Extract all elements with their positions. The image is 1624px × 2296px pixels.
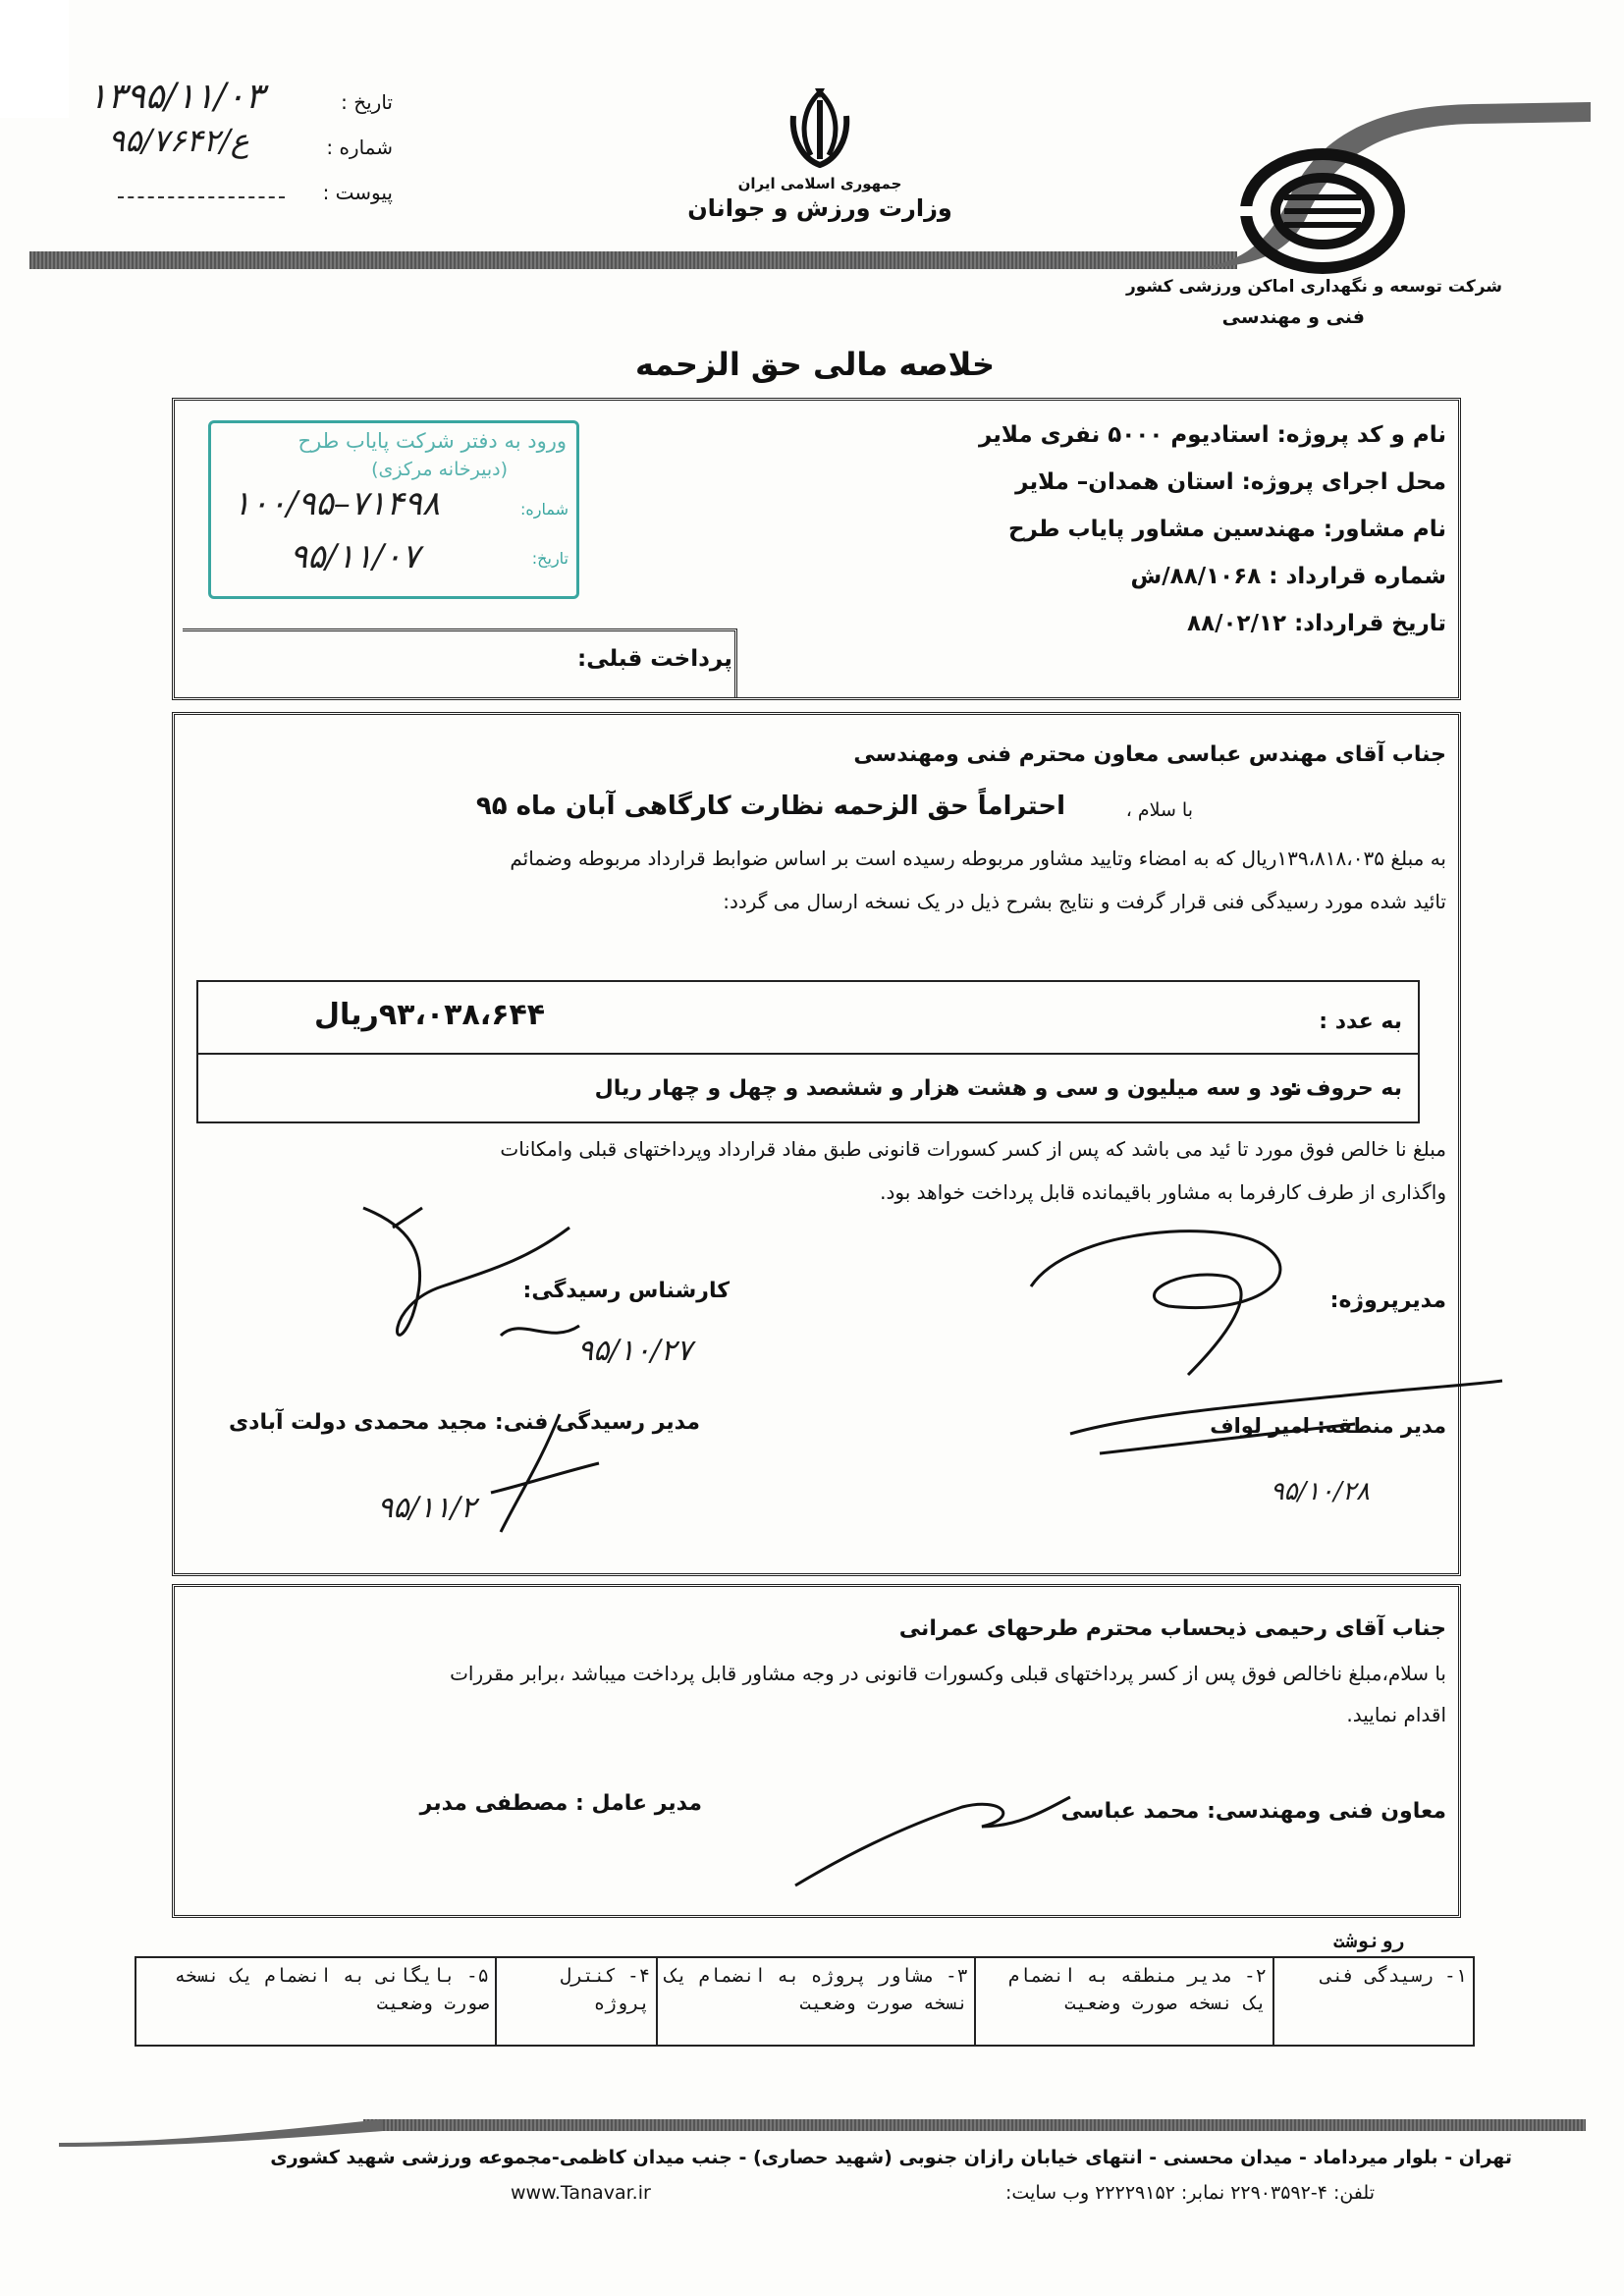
- cc-item-consultant: ۳- مشاور پروژه به انضمام یک نسخه صورت وضعیت: [657, 1957, 975, 2046]
- regional-manager-date: ۹۵/۱۰/۲۸: [1270, 1477, 1370, 1506]
- cc-label: رونوشت: [1332, 1929, 1404, 1952]
- stamp-subtitle: (دبیرخانه مرکزی): [371, 459, 508, 480]
- review-manager-date: ۹۵/۱۱/۲: [377, 1491, 476, 1525]
- company-name: شرکت توسعه و نگهداری اماکن ورزشی کشور: [1125, 277, 1502, 297]
- regional-manager: مدیر منطقه: امیر لواف: [1210, 1414, 1446, 1438]
- amount-words-label: به حروف :: [1289, 1076, 1402, 1101]
- project-location: محل اجرای پروژه: استان همدان– ملایر: [1015, 469, 1446, 495]
- cc-row: [135, 1957, 1474, 2046]
- amount-divider: [198, 1053, 1418, 1055]
- cc-item-review: ۱- رسیدگی فنی: [1273, 1957, 1474, 2046]
- amount-words-value: نود و سه میلیون و سی و هشت هزار و ششصد و چهل و چهار ریال: [594, 1076, 1302, 1101]
- department-name: فنی و مهندسی: [1221, 306, 1365, 328]
- number-label: شماره :: [326, 136, 393, 159]
- document-title: خلاصه مالی حق الزحمه: [634, 346, 996, 383]
- footer-bar-curve: [59, 2117, 383, 2147]
- date-label: تاریخ :: [341, 90, 393, 114]
- regional-manager-signature: [1060, 1375, 1512, 1483]
- cc-item-control: ۴- کنترل پروژه: [496, 1957, 657, 2046]
- footer-website-link[interactable]: www.Tanavar.ir: [511, 2182, 651, 2204]
- ministry-name: وزارت ورزش و جوانان: [687, 194, 952, 222]
- letter2-addressee: جناب آقای رحیمی ذیحساب محترم طرحهای عمرانی: [898, 1616, 1446, 1641]
- letter1-body-line1: به مبلغ ۱۳۹،۸۱۸،۰۳۵ریال که به امضاء وتایید مشاور مربوطه رسیده است بر اساس ضوابط قرارداد مربوطه وضمائم: [510, 847, 1446, 870]
- amount-numeric-value: ۹۳،۰۳۸،۶۴۴ریال: [314, 998, 546, 1032]
- republic-name: جمهوری اسلامی ایران: [737, 175, 902, 192]
- iran-emblem-icon: [785, 86, 854, 169]
- deputy-signatory: معاون فنی ومهندسی: محمد عباسی: [1060, 1799, 1446, 1824]
- net-note-line1: مبلغ نا خالص فوق مورد تا ئید می باشد که پس از کسر کسورات قانونی طبق مفاد قرارداد وپرداختهای قبلی وامکانات: [500, 1137, 1446, 1161]
- cc-item-regional: ۲- مدیر منطقه به انضمام یک نسخه صورت وضعیت: [975, 1957, 1273, 2046]
- reviewer-date: ۹۵/۱۰/۲۷: [577, 1334, 692, 1368]
- paper-patch: [0, 0, 69, 118]
- header-bar: [29, 251, 1237, 269]
- review-manager: مدیر رسیدگی فنی: مجید محمدی دولت آبادی: [228, 1410, 700, 1435]
- attachment-value: [187, 185, 230, 209]
- amount-numeric-label: به عدد :: [1319, 1010, 1402, 1034]
- date-value: ۱۳۹۵/۱۱/۰۳: [88, 77, 264, 117]
- receipt-stamp: [208, 420, 579, 599]
- footer-bar: [363, 2119, 1586, 2131]
- reviewer-signature: [353, 1198, 707, 1394]
- letter2-body-line1: با سلام،مبلغ ناخالص فوق پس از کسر پرداختهای قبلی وکسورات قانونی در وجه مشاور قابل پرداخت میباشد ،برابر مقررات: [450, 1662, 1446, 1685]
- stamp-date-value: ۹۵/۱۱/۰۷: [290, 537, 420, 576]
- stamp-title: ورود به دفتر شرکت پایاب طرح: [298, 429, 567, 453]
- contract-date: تاریخ قرارداد: ۸۸/۰۲/۱۲: [1187, 611, 1446, 636]
- cc-item-archive: ۵- بایگانی به انضمام یک نسخه صورت وضعیت: [135, 1957, 496, 2046]
- net-note-line2: واگذاری از طرف کارفرما به مشاور باقیمانده قابل پرداخت خواهد بود.: [880, 1180, 1446, 1204]
- project-manager-label: مدیرپروژه:: [1329, 1288, 1446, 1313]
- project-name: نام و کد پروژه: استادیوم ۵۰۰۰ نفری ملایر: [978, 422, 1446, 448]
- reviewer-label: کارشناس رسیدگی:: [522, 1279, 730, 1303]
- review-manager-signature: [471, 1404, 628, 1552]
- cc-table: [135, 1956, 1475, 2047]
- letter1-body-line2: تائید شده مورد رسیدگی فنی قرار گرفت و نتایج بشرح ذیل در یک نسخه ارسال می گردد:: [723, 890, 1446, 913]
- footer-address: تهران - بلوار میرداماد - میدان محسنی - انتهای خیابان رازان جنوبی (شهید حصاری) - جنب میدان کاظمی-مجموعه ورزشی شهید کشوری: [270, 2147, 1512, 2168]
- letter1-subject: احتراماً حق الزحمه نظارت کارگاهی آبان ماه ۹۵: [475, 792, 1065, 821]
- prior-payment-label: پرداخت قبلی:: [577, 646, 732, 672]
- stamp-number-label: شماره:: [519, 500, 568, 519]
- amount-box: [196, 980, 1420, 1123]
- deputy-signature: [785, 1768, 1080, 1895]
- letter1-greeting: با سلام ،: [1125, 799, 1193, 821]
- consultant-name: نام مشاور: مهندسین مشاور پایاب طرح: [1007, 517, 1446, 542]
- footer-contact: تلفن: ۴-۲۲۹۰۳۵۹۲ نمابر: ۲۲۲۲۹۱۵۲ وب سایت:: [1005, 2182, 1375, 2204]
- ceo-signatory: مدیر عامل : مصطفی مدبر: [419, 1791, 702, 1816]
- letter2-body-line2: اقدام نمایید.: [1346, 1703, 1446, 1726]
- letter1-addressee: جناب آقای مهندس عباسی معاون محترم فنی ومهندسی: [853, 742, 1446, 767]
- number-value: ۹۵/۷۶۴۲/ع: [108, 122, 249, 159]
- contract-number: شماره قرارداد : ۸۸/۱۰۶۸/ش: [1130, 564, 1446, 589]
- stamp-number-value: ۱۰۰/۹۵–۷۱۴۹۸: [233, 484, 441, 523]
- stamp-date-label: تاریخ:: [531, 549, 568, 568]
- company-logo-icon: [1239, 147, 1406, 275]
- attachment-label: پیوست :: [322, 181, 393, 204]
